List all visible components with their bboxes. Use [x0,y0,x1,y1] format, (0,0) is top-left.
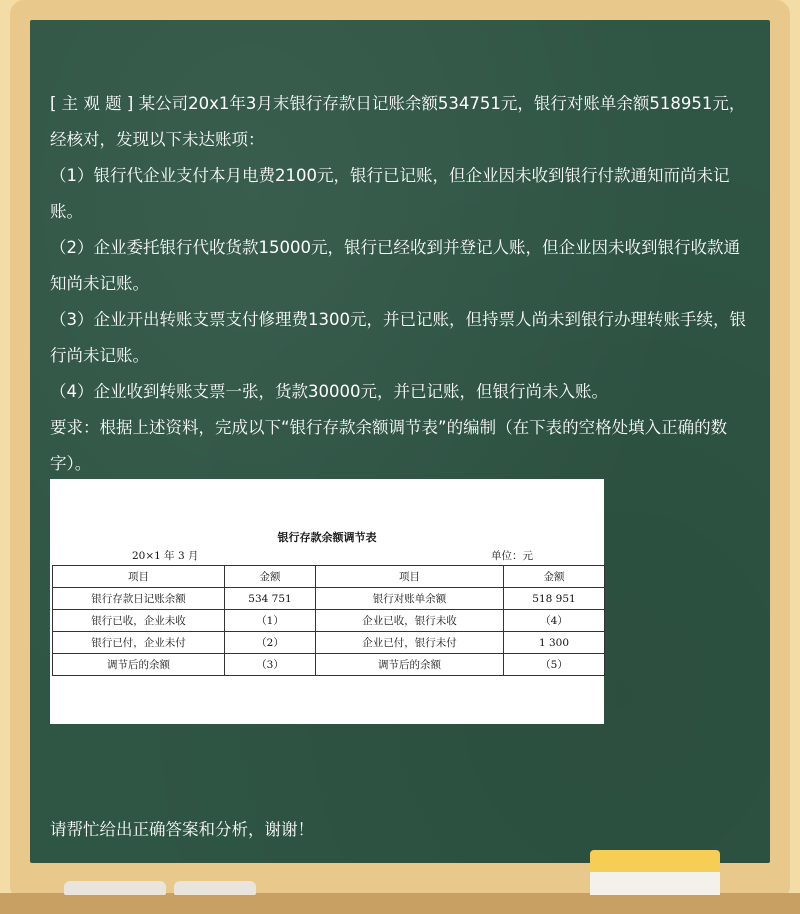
table-row [53,588,605,610]
table-unit: 单位：元 [491,550,533,562]
table-row [53,632,605,654]
question-item-3: （3）企业开出转账支票支付修理费1300元，并已记账，但持票人尚未到银行办理转账手续，银行尚未记账。 [50,310,746,365]
table-cell: （1） [225,610,316,632]
chalk-piece [64,881,166,895]
question-item-1: （1）银行代企业支付本月电费2100元，银行已记账，但企业因未收到银行付款通知而尚未记账。 [50,166,730,221]
table-cell: 企业已付，银行未付 [316,632,504,654]
question-text [50,86,755,482]
question-item-4: （4）企业收到转账支票一张，货款30000元，并已记账，但银行尚未入账。 [50,382,608,401]
header-amount: 金额 [504,566,605,588]
table-header-row [53,566,605,588]
table-row [53,610,605,632]
table-title: 银行存款余额调节表 [277,531,377,544]
table-cell: 银行对账单余额 [316,588,504,610]
table-cell: （2） [225,632,316,654]
question-intro: [ 主 观 题 ] 某公司20x1年3月末银行存款日记账余额534751元，银行对账单余额518951元，经核对，发现以下未达账项： [50,94,746,149]
table-cell: 调节后的余额 [53,654,225,676]
table-cell: 银行已收，企业未收 [53,610,225,632]
table-row [53,654,605,676]
table-date: 20×1 年 3 月 [132,550,199,562]
table-cell: 518 951 [504,588,605,610]
table-cell: （4） [504,610,605,632]
table-cell: 银行已付，企业未付 [53,632,225,654]
header-item: 项目 [316,566,504,588]
table-cell: 1 300 [504,632,605,654]
table-cell: 调节后的余额 [316,654,504,676]
closing-request: 请帮忙给出正确答案和分析，谢谢！ [50,820,314,839]
table-cell: 534 751 [225,588,316,610]
chalk-ledge [0,893,800,914]
eraser [590,850,720,895]
question-item-2: （2）企业委托银行代收货款15000元，银行已经收到并登记人账，但企业因未收到银行收款通知尚未记账。 [50,238,740,293]
question-requirement: 要求：根据上述资料，完成以下“银行存款余额调节表”的编制（在下表的空格处填入正确的数字）。 [50,418,728,473]
chalk-piece [174,881,256,895]
table-cell: （3） [225,654,316,676]
table-cell: 企业已收，银行未收 [316,610,504,632]
reconciliation-table-image [50,479,604,724]
header-amount: 金额 [225,566,316,588]
reconciliation-table [52,565,605,676]
header-item: 项目 [53,566,225,588]
table-cell: （5） [504,654,605,676]
table-cell: 银行存款日记账余额 [53,588,225,610]
